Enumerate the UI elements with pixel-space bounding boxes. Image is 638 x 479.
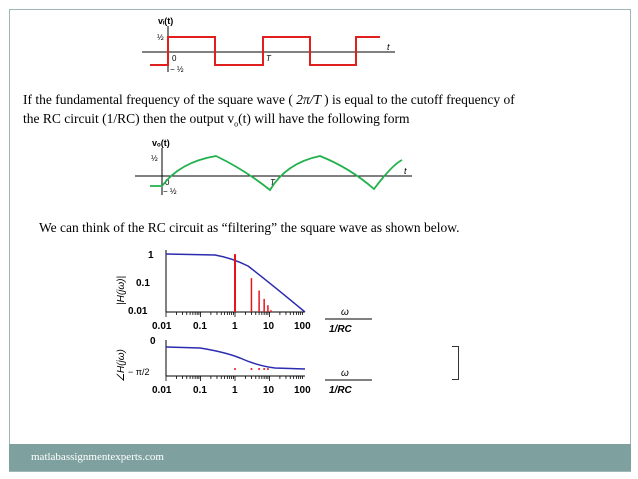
phase-dot: [250, 368, 252, 370]
phase-harmonic-dots: [234, 368, 269, 370]
paragraph-2: [39, 218, 599, 237]
paragraph-1: [23, 90, 613, 134]
phase-xtick-100: 100: [294, 385, 311, 396]
input-high-label: ½: [157, 33, 164, 42]
phase-response-curve: [166, 347, 305, 369]
output-xlabel: t: [404, 166, 407, 176]
para2-text: We can think of the RC circuit as “filtering” the square wave as shown below.: [39, 220, 460, 235]
phase-dot: [234, 368, 236, 370]
output-zero-label: 0: [165, 178, 170, 187]
input-xlabel: t: [387, 42, 390, 52]
phase-ytick-minus-pi2: − π/2: [128, 367, 150, 377]
para1-line2a: the RC circuit (1/RC) then the output v: [23, 111, 235, 126]
bracket-mark: [452, 346, 459, 380]
output-period-label: T: [270, 178, 275, 187]
input-ylabel: vᵢ(t): [158, 16, 174, 26]
para1-sub: o: [234, 119, 239, 129]
phase-dot: [267, 368, 269, 370]
input-low-label: − ½: [170, 65, 184, 74]
output-high-label: ½: [151, 154, 158, 163]
mag-xtick-001: 0.01: [152, 321, 172, 332]
phase-xtick-01: 0.1: [193, 385, 207, 396]
phase-xtick-10: 10: [263, 385, 275, 396]
para1-line1b: ) is equal to the cutoff frequency of: [324, 92, 515, 107]
phase-unit-den: 1/RC: [329, 385, 352, 396]
mag-xtick-10: 10: [263, 321, 275, 332]
mag-xtick-01: 0.1: [193, 321, 207, 332]
output-rc-wave: [150, 156, 402, 190]
footer-text: matlabassignmentexperts.com: [31, 451, 164, 463]
footer-bar: [9, 444, 631, 471]
phase-xtick-1: 1: [232, 385, 238, 396]
input-square-wave: [150, 37, 380, 65]
para1-line2b: (t) will have the following form: [238, 111, 410, 126]
phase-ytick-0: 0: [150, 336, 156, 347]
phase-dot: [258, 368, 260, 370]
mag-ytick-001: 0.01: [128, 306, 148, 317]
para1-expr: 2π/T: [292, 92, 325, 107]
mag-xtick-1: 1: [232, 321, 238, 332]
mag-unit-num: ω: [341, 307, 349, 318]
output-ylabel: vₒ(t): [152, 138, 170, 148]
mag-xtick-100: 100: [294, 321, 311, 332]
mag-unit-den: 1/RC: [329, 324, 352, 335]
input-zero-label: 0: [172, 54, 177, 63]
mag-ytick-1: 1: [148, 250, 154, 261]
para1-line1a: If the fundamental frequency of the square wave (: [23, 92, 293, 107]
output-low-label: − ½: [163, 187, 177, 196]
phase-dot: [263, 368, 265, 370]
phase-xtick-001: 0.01: [152, 385, 172, 396]
input-period-label: T: [266, 54, 271, 63]
phase-unit-num: ω: [341, 368, 349, 379]
phase-ylabel: ∠H(jω): [116, 349, 127, 382]
mag-x-minor-ticks: [166, 312, 302, 317]
phase-x-minor-ticks: [166, 376, 302, 381]
mag-ylabel: |H(jω)|: [116, 275, 127, 305]
mag-ytick-01: 0.1: [136, 278, 150, 289]
